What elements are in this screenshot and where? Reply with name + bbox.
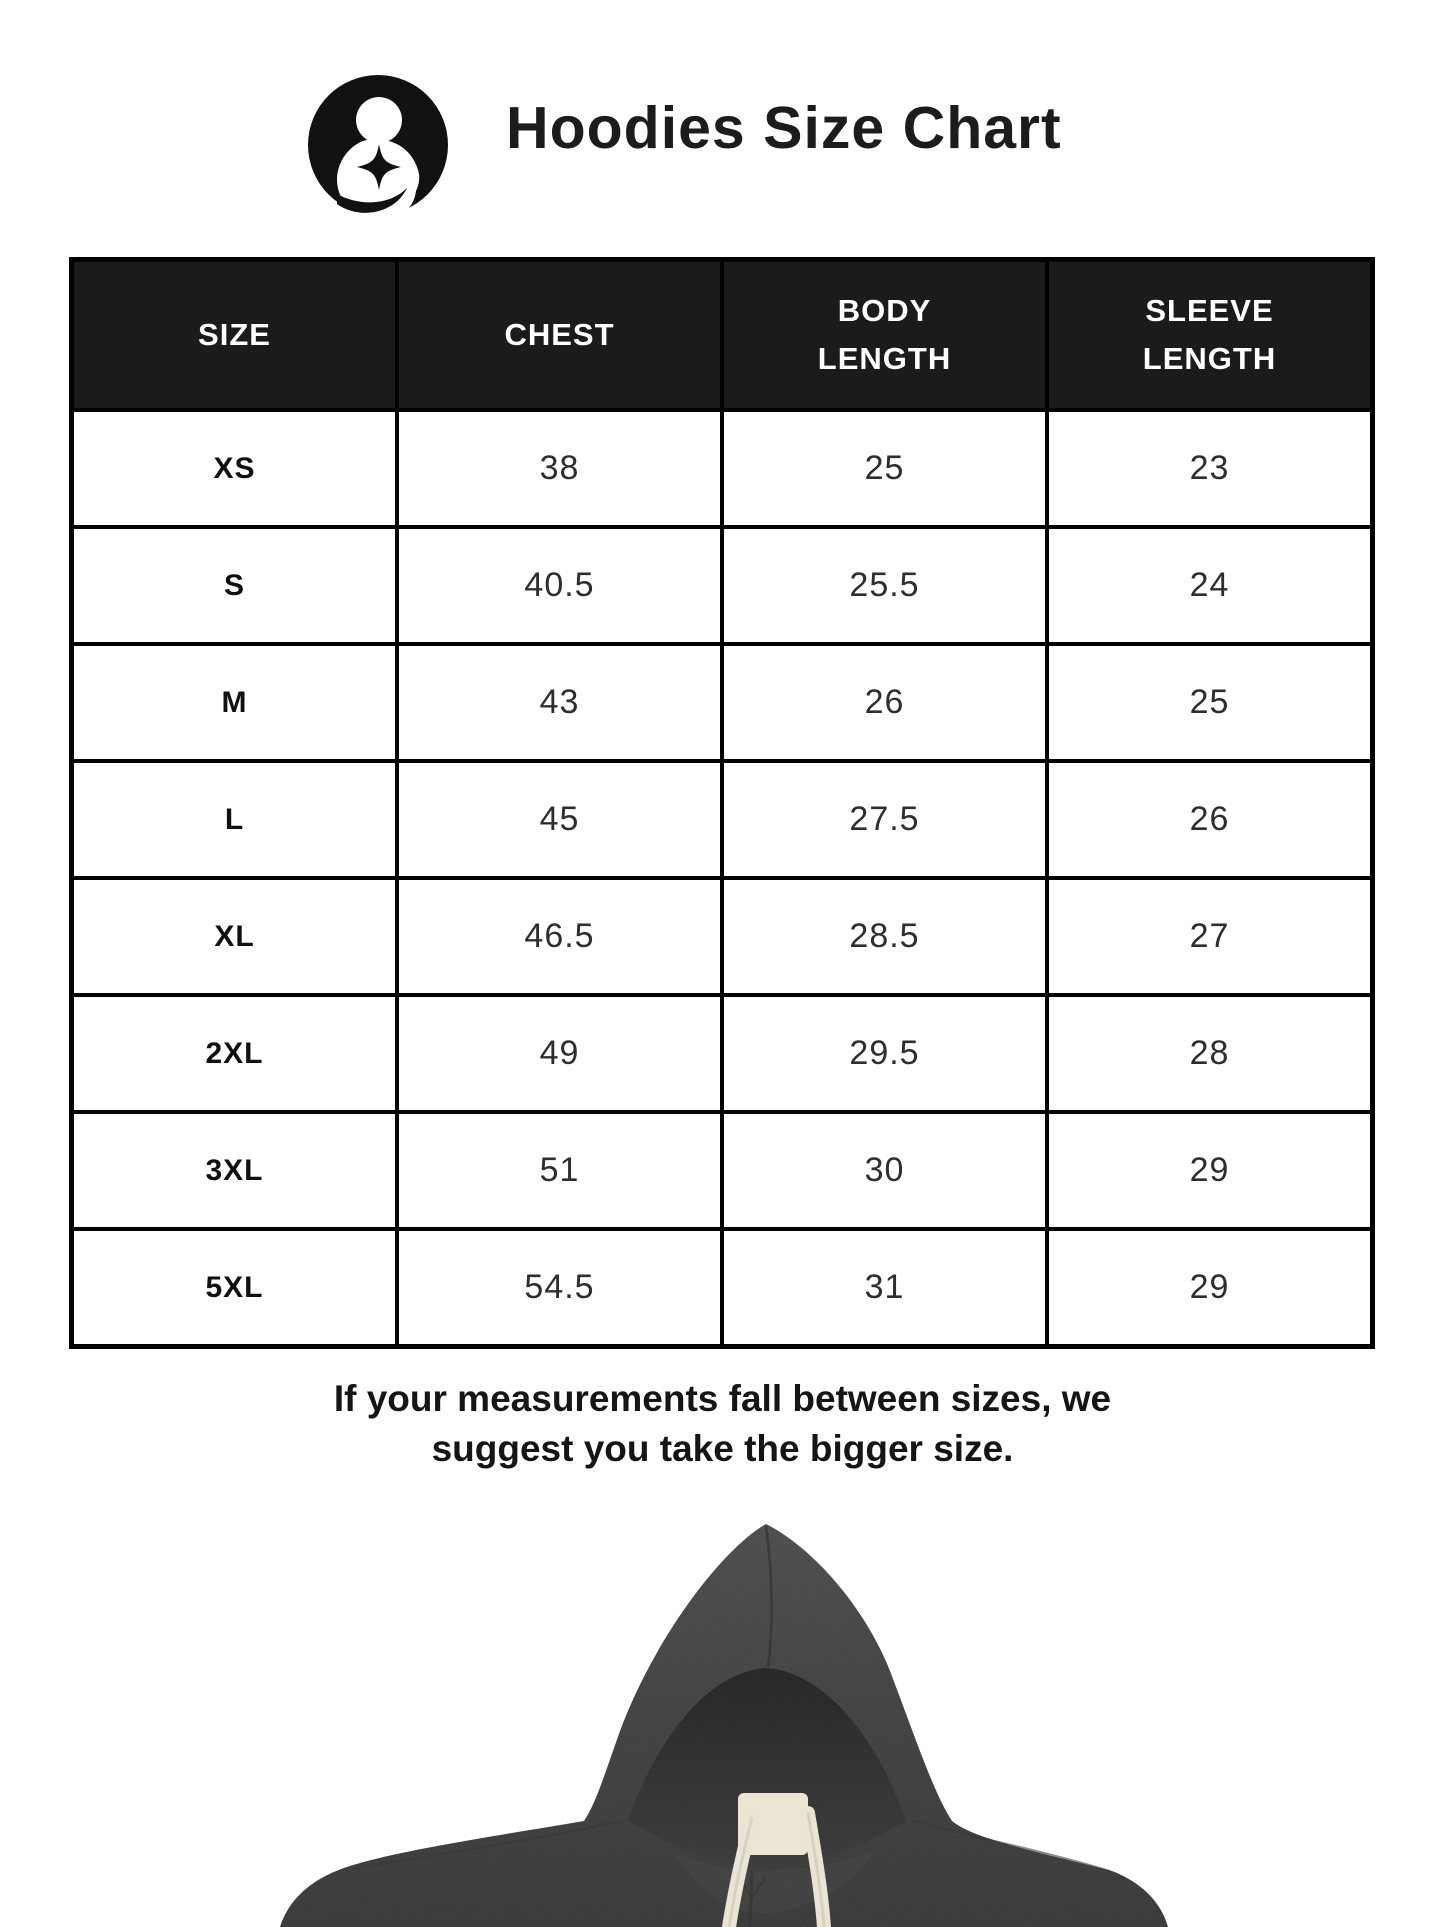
row-xl-sleeve-length: 27 (1049, 880, 1370, 993)
row-3xl-size: 3XL (74, 1114, 395, 1227)
row-2xl-size: 2XL (74, 997, 395, 1110)
hooded-figure-logo-icon (307, 74, 449, 216)
row-s-chest: 40.5 (399, 529, 720, 642)
row-m-chest: 43 (399, 646, 720, 759)
row-s-size: S (74, 529, 395, 642)
col-header-size: SIZE (74, 262, 395, 408)
sizing-note-line-2: suggest you take the bigger size. (431, 1428, 1014, 1469)
row-xl-size: XL (74, 880, 395, 993)
row-s-sleeve-length: 24 (1049, 529, 1370, 642)
row-m-body-length: 26 (724, 646, 1045, 759)
brand-header (0, 0, 1445, 230)
row-5xl-chest: 54.5 (399, 1231, 720, 1344)
row-xl-chest: 46.5 (399, 880, 720, 993)
col-header-sleeve-length: SLEEVE LENGTH (1049, 262, 1370, 408)
size-table (69, 257, 1375, 1349)
row-2xl-sleeve-length: 28 (1049, 997, 1370, 1110)
row-5xl-sleeve-length: 29 (1049, 1231, 1370, 1344)
col-header-body-length: BODY LENGTH (724, 262, 1045, 408)
row-5xl-size: 5XL (74, 1231, 395, 1344)
row-xl-body-length: 28.5 (724, 880, 1045, 993)
row-3xl-chest: 51 (399, 1114, 720, 1227)
sizing-note (0, 1374, 1445, 1474)
row-xs-body-length: 25 (724, 412, 1045, 525)
hoodie-product-image (252, 1521, 1192, 1927)
row-xs-size: XS (74, 412, 395, 525)
row-m-sleeve-length: 25 (1049, 646, 1370, 759)
row-m-size: M (74, 646, 395, 759)
row-xs-chest: 38 (399, 412, 720, 525)
row-l-body-length: 27.5 (724, 763, 1045, 876)
sizing-note-line-1: If your measurements fall between sizes, we (333, 1378, 1112, 1419)
row-3xl-sleeve-length: 29 (1049, 1114, 1370, 1227)
row-s-body-length: 25.5 (724, 529, 1045, 642)
row-3xl-body-length: 30 (724, 1114, 1045, 1227)
row-5xl-body-length: 31 (724, 1231, 1045, 1344)
row-l-sleeve-length: 26 (1049, 763, 1370, 876)
row-2xl-chest: 49 (399, 997, 720, 1110)
row-2xl-body-length: 29.5 (724, 997, 1045, 1110)
row-l-size: L (74, 763, 395, 876)
page-title: Hoodies Size Chart (506, 95, 1062, 161)
row-l-chest: 45 (399, 763, 720, 876)
row-xs-sleeve-length: 23 (1049, 412, 1370, 525)
col-header-chest: CHEST (399, 262, 720, 408)
